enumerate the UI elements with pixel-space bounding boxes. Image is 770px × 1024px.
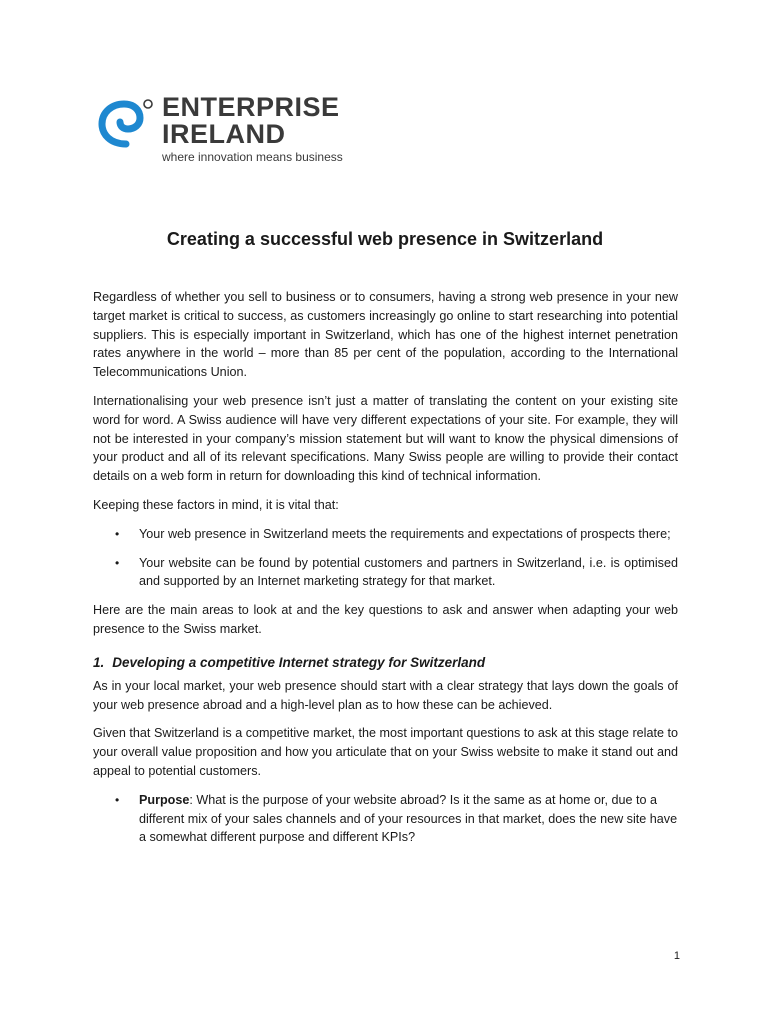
document-title: Creating a successful web presence in Switzerland xyxy=(166,229,604,249)
bullet-icon: • xyxy=(115,792,120,807)
paragraph-strategy: As in your local market, your web presence should start with a clear strategy that lays down the goals of your web presence abroad and a high-level plan as to how these can be achieved. xyxy=(93,678,678,712)
paragraph-competitive: Given that Switzerland is a competitive market, the most important questions to ask at this stage relate to your overall value proposition and how you articulate that on your Swiss website to make it stand out and appeal to potential customers. xyxy=(93,726,678,778)
logo-word-enterprise: ENTERPRISE xyxy=(162,92,340,122)
list-item-text: : What is the purpose of your website abroad? Is it the same as at home or, due to a different mix of your sales channels and of your resources in that market, does the new site have a somewhat different purpose and different KPIs? xyxy=(139,792,678,845)
paragraph-internationalising: Internationalising your web presence isn’t just a matter of translating the content on your existing site word for word. A Swiss audience will have very different expectations of your site. For example, they will not be interested in your company’s mission statement but will want to know the physical dimensions of your product and all of its relevant specifications. Many Swiss people are willing to provide their contact details on a web form in return for downloading this kind of technical information. xyxy=(93,393,678,484)
paragraph-intro: Regardless of whether you sell to business or to consumers, having a strong web presence in your new target market is critical to success, as customers increasingly go online to start researching into potential suppliers. This is especially important in Switzerland, which has one of the highest internet penetration rates anywhere in the world – more than 85 per cent of the population, according to the International Telecommunications Union. xyxy=(93,290,678,380)
list-item xyxy=(93,525,678,544)
paragraph-main-areas: Here are the main areas to look at and the key questions to ask and answer when adapting your web presence to the Swiss market. xyxy=(93,603,678,636)
document-body xyxy=(93,288,678,857)
section-number: 1. xyxy=(93,654,105,670)
list-item-text: Your website can be found by potential customers and partners in Switzerland, i.e. is optimised and supported by an Internet marketing strategy for that market. xyxy=(139,555,678,589)
page-number: 1 xyxy=(673,950,680,962)
logo-word-ireland: IRELAND xyxy=(162,119,286,149)
section-heading-text: Developing a competitive Internet strategy for Switzerland xyxy=(112,654,486,670)
questions-list xyxy=(93,791,678,847)
requirements-list xyxy=(93,525,678,591)
bullet-icon: • xyxy=(115,526,120,541)
list-item xyxy=(93,791,678,847)
list-item xyxy=(93,554,678,592)
enterprise-ireland-logo xyxy=(96,92,366,164)
logo-swirl-icon xyxy=(96,98,156,154)
section-heading xyxy=(93,653,678,673)
list-item-text: Your web presence in Switzerland meets the requirements and expectations of prospects there; xyxy=(139,526,671,541)
paragraph-factors: Keeping these factors in mind, it is vital that: xyxy=(93,497,339,512)
logo-tagline: where innovation means business xyxy=(162,150,343,164)
bullet-icon: • xyxy=(115,555,120,570)
list-item-term: Purpose xyxy=(139,792,190,807)
